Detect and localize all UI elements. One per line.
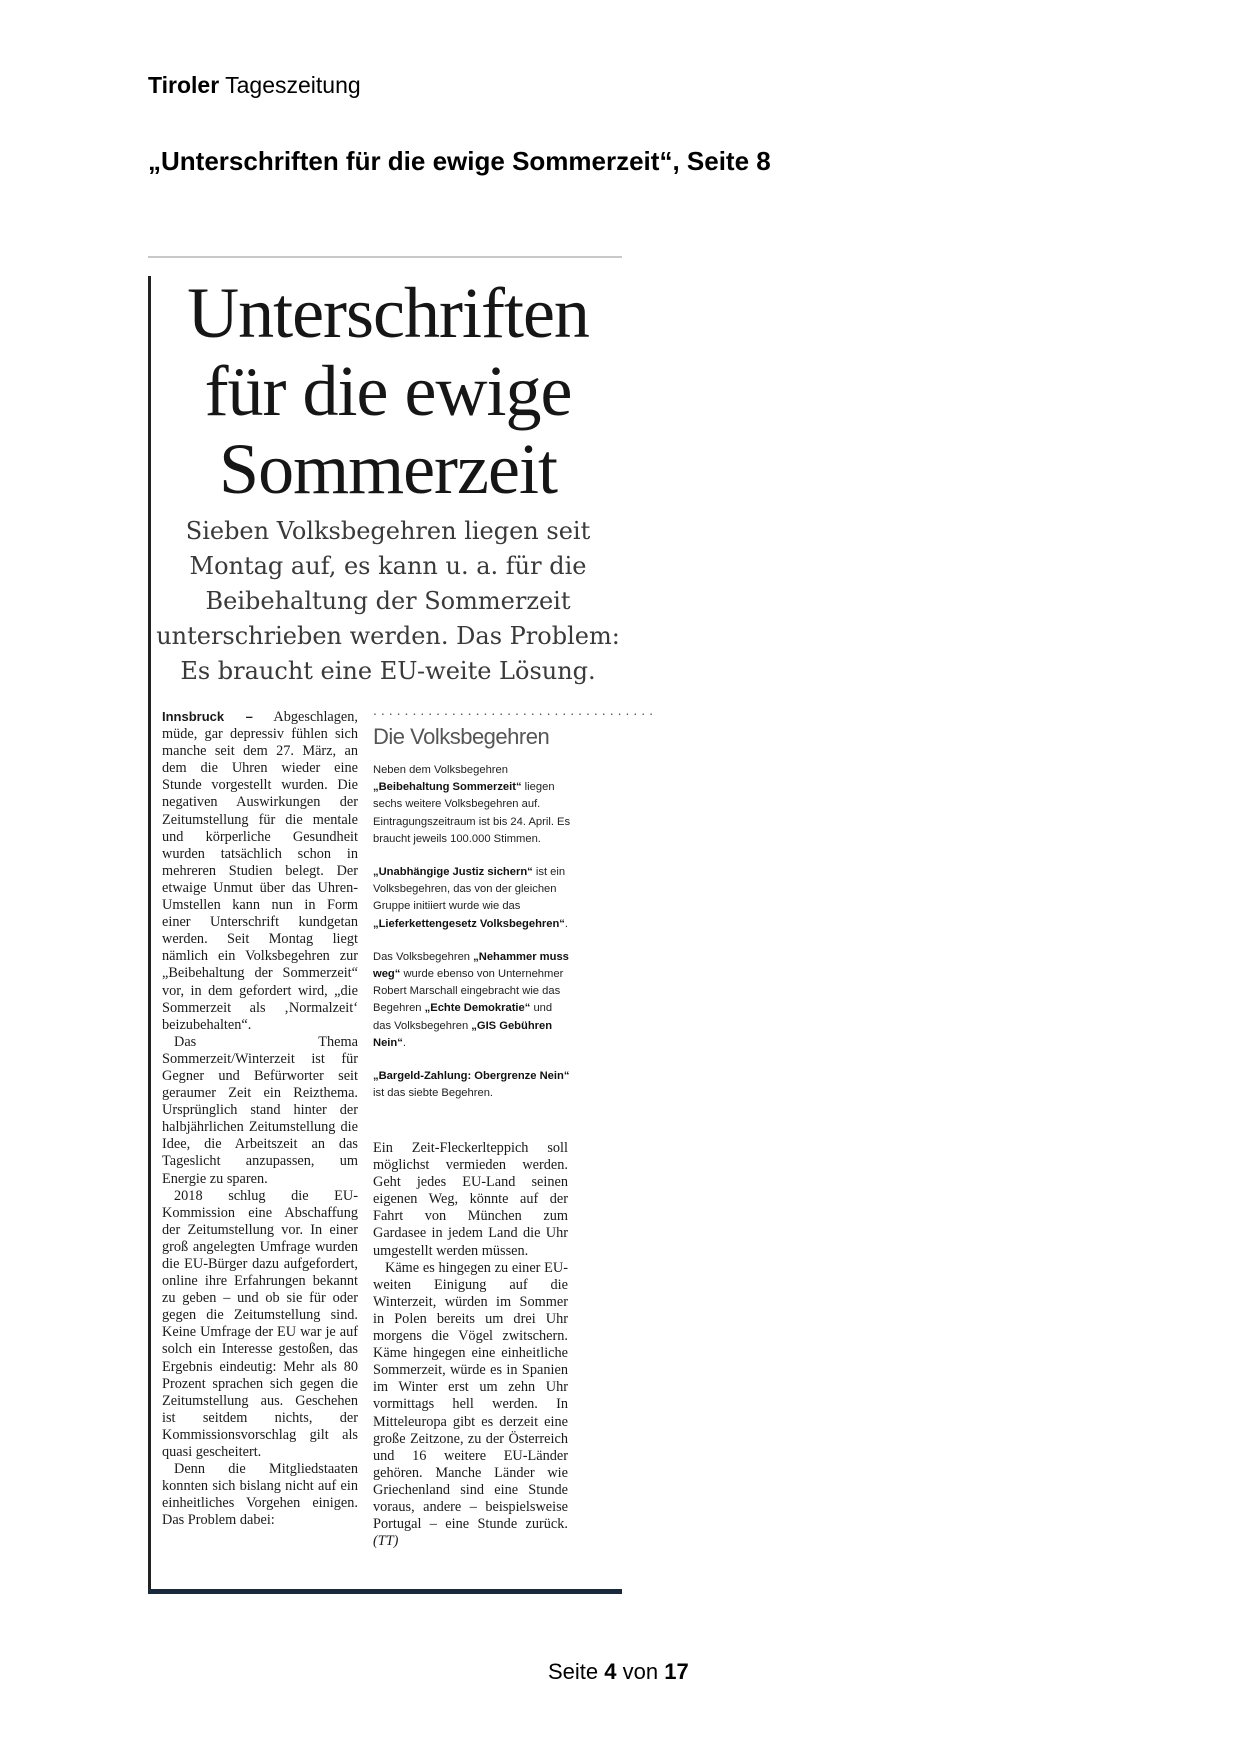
article-location: Innsbruck – bbox=[162, 709, 253, 724]
clipping-bottom-rule bbox=[148, 1589, 622, 1594]
publication-name bbox=[148, 72, 361, 99]
infobox-text: liegen sechs weitere Volksbegehren auf. Eintragungszeitraum ist bis 24. April. Es braucht jeweils 100.000 Stimmen. bbox=[373, 781, 571, 845]
infobox-text: ist das siebte Begehren. bbox=[373, 1087, 494, 1100]
page-number-total: 17 bbox=[664, 1659, 689, 1684]
infobox-bold: „GIS Gebühren Nein“ bbox=[373, 1019, 553, 1049]
infobox-paragraph bbox=[373, 762, 573, 848]
newspaper-clipping bbox=[148, 256, 658, 1594]
article-paragraph: 2018 schlug die EU-Kommission eine Abschaffung der Zeitumstellung vor. In einer groß angelegten Umfrage wurden die EU-Bürger dazu aufgefordert, online ihre Erfahrungen bekannt zu geben – und ob sie für oder gegen die Zeitumstellung sind. Keine Umfrage der EU war je auf solch ein Interesse gestoßen, das Ergebnis eindeutig: Mehr als 80 Prozent sprachen sich gegen die Zeitumstellung aus. Geschehen ist seitdem nichts, der Kommissionsvorschlag gilt als quasi gescheitert. bbox=[162, 1187, 358, 1461]
infobox-bold: „Echte Demokratie“ bbox=[424, 1002, 531, 1015]
page-number-current: 4 bbox=[604, 1659, 617, 1684]
article-column-1 bbox=[162, 708, 358, 1530]
infobox-bold: „Unabhängige Justiz sichern“ bbox=[373, 866, 533, 879]
page-number bbox=[548, 1659, 689, 1685]
infobox-text: . bbox=[402, 1036, 406, 1049]
publication-name-rest: Tageszeitung bbox=[219, 72, 361, 98]
infobox-paragraph bbox=[373, 949, 573, 1052]
infobox-text: Das Volksbegehren bbox=[373, 950, 474, 963]
infobox-bold: „Lieferkettengesetz Volksbegehren“ bbox=[373, 917, 565, 930]
infobox-bold: „Bargeld-Zahlung: Obergrenze Nein“ bbox=[373, 1070, 570, 1083]
article-subhead: Sieben Volksbegehren liegen seit Montag auf, es kann u. a. für die Beibehaltung der Sommerzeit unterschrieben werden. Das Problem: Es braucht eine EU-weite Lösung. bbox=[156, 517, 620, 685]
article-paragraph bbox=[162, 708, 358, 1034]
infobox-paragraph bbox=[373, 864, 573, 933]
page-number-prefix: Seite bbox=[548, 1659, 605, 1684]
article-paragraph bbox=[373, 1260, 568, 1551]
article-text: Käme es hingegen zu einer EU-weiten Einigung auf die Winterzeit, würden im Sommer in Polen bereits um drei Uhr morgens die Vögel zwitschern. Käme hingegen eine einheitliche Sommerzeit, würde es in Spanien im Winter erst um zehn Uhr vormittags hell werden. In Mitteleuropa gibt es derzeit eine große Zeitzone, zu der Österreich und 16 weitere EU-Länder gehören. Manche Länder wie Griechenland sind eine Stunde voraus, andere – beispielsweise Portugal – eine Stunde zurück. bbox=[373, 1259, 568, 1533]
page-number-separator: von bbox=[616, 1659, 665, 1684]
infobox-title: Die Volksbegehren bbox=[373, 724, 550, 749]
infobox-text: ist ein Volksbegehren, das von der gleichen Gruppe initiiert wurde wie das bbox=[373, 866, 566, 913]
article-byline: (TT) bbox=[373, 1533, 399, 1550]
clipping-top-rule bbox=[148, 256, 622, 258]
document-title: „Unterschriften für die ewige Sommerzeit“, Seite 8 bbox=[148, 146, 771, 176]
clipping-left-rule bbox=[148, 276, 151, 1594]
infobox-text: Neben dem Volksbegehren bbox=[373, 764, 508, 776]
infobox-bold: „Beibehaltung Sommerzeit“ bbox=[373, 781, 522, 794]
infobox-text: wurde ebenso von Unternehmer Robert Marschall eingebracht wie das Begehren bbox=[373, 968, 564, 1015]
infobox-bold: „Nehammer muss weg“ bbox=[373, 950, 569, 981]
publication-name-bold: Tiroler bbox=[148, 72, 220, 98]
article-paragraph: Denn die Mitgliedstaaten konnten sich bislang nicht auf ein einheitliches Vorgehen einigen. Das Problem dabei: bbox=[162, 1461, 358, 1529]
article-headline: Unterschriften für die ewige Sommerzeit bbox=[187, 273, 589, 509]
infobox-volksbegehren bbox=[373, 702, 658, 1118]
infobox-paragraph bbox=[373, 1068, 573, 1102]
article-paragraph: Ein Zeit-Fleckerlteppich soll möglichst vermieden werden. Geht jedes EU-Land seinen eigenen Weg, könnte auf der Fahrt von München zum Gardasee in jedem Land die Uhr umgestellt werden müssen. bbox=[373, 1140, 568, 1259]
article-paragraph: Das Thema Sommerzeit/Winterzeit ist für Gegner und Befürworter seit geraumer Zeit ein Reizthema. Ursprünglich stand hinter der halbjährlichen Zeitumstellung die Idee, die Arbeitszeit an das Tageslicht anzupassen, um Energie zu sparen. bbox=[162, 1033, 358, 1187]
article-column-2 bbox=[373, 1140, 568, 1550]
infobox-text: und das Volksbegehren bbox=[373, 1002, 553, 1032]
infobox-dotted-rule: .................................... bbox=[373, 702, 658, 718]
infobox-text: . bbox=[564, 917, 569, 930]
article-text: Abgeschlagen, müde, gar depressiv fühlen sich manche seit dem 27. März, an dem die Uhren wieder eine Stunde vorgestellt wurden. Die negativen Auswirkungen der Zeitumstellung für die mentale und körperliche Gesundheit wurden tatsächlich schon in mehreren Studien belegt. Der etwaige Unmut über das Uhren-Umstellen kann nun in Form einer Unterschrift kundgetan werden. Seit Montag liegt nämlich ein Volksbegehren zur „Beibehaltung der Sommerzeit“ vor, in dem gefordert wird, „die Sommerzeit als ‚Normalzeit‘ beizubehalten“. bbox=[162, 709, 358, 1033]
